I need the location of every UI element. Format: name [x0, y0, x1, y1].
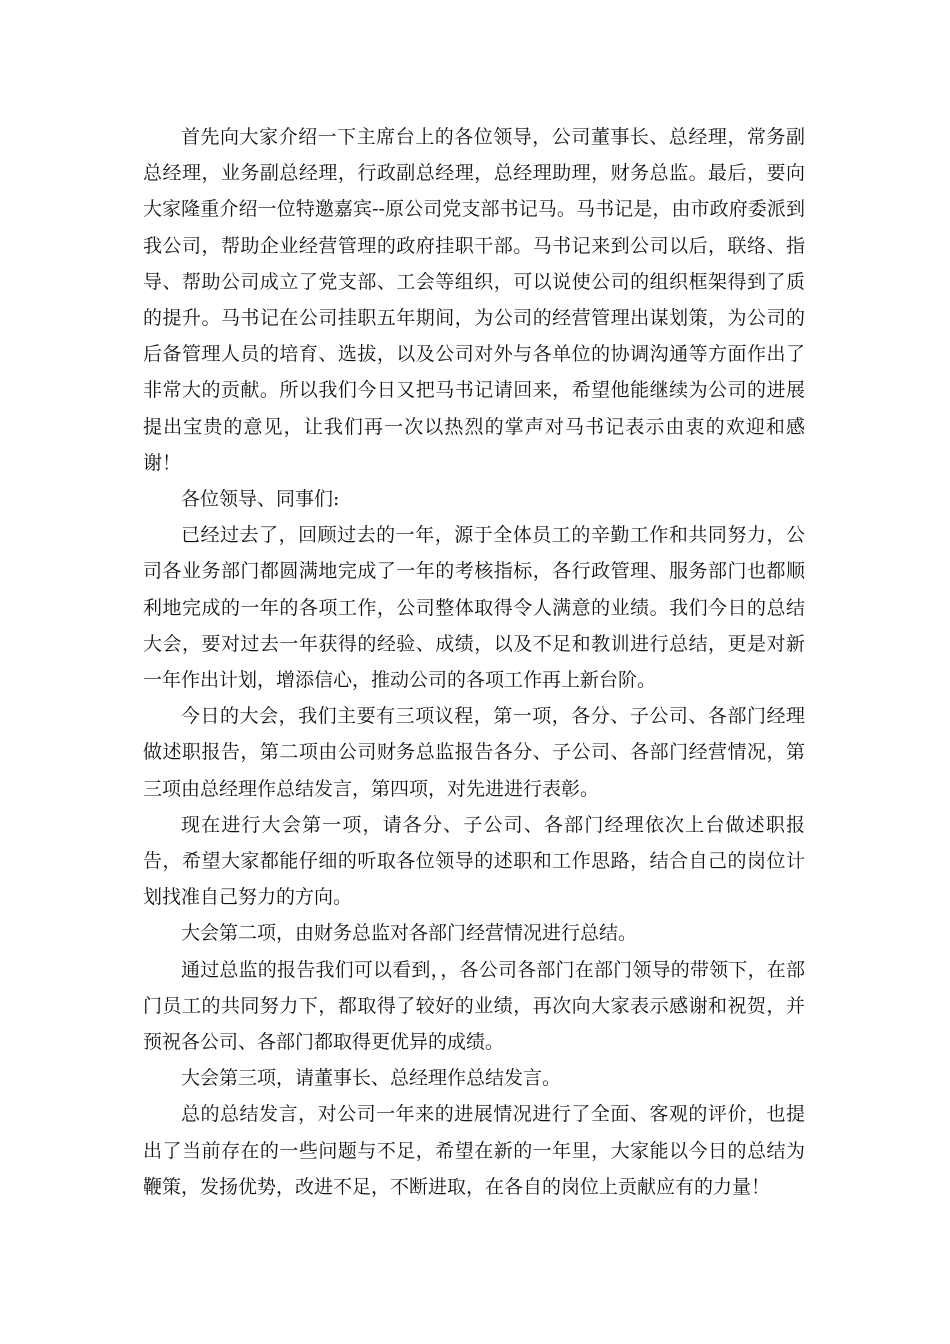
paragraph-intro-guests: 首先向大家介绍一下主席台上的各位领导，公司董事长、总经理，常务副总经理，业务副总经理，行政副总经理，总经理助理，财务总监。最后，要向大家隆重介绍一位特邀嘉宾--原公司党支部书记马。马书记是，由市政府委派到我公司，帮助企业经营管理的政府挂职干部。马书记来到公司以后，联络、指导、帮助公司成立了党支部、工会等组织，可以说使公司的组织框架得到了质的提升。马书记在公司挂职五年期间，为公司的经营管理出谋划策，为公司的后备管理人员的培育、选拔，以及公司对外与各单位的协调沟通等方面作出了非常大的贡献。所以我们今日又把马书记请回来，希望他能继续为公司的进展提出宝贵的意见，让我们再一次以热烈的掌声对马书记表示由衷的欢迎和感谢！: [143, 126, 805, 474]
paragraph-salutation: 各位领导、同事们:: [181, 488, 340, 511]
paragraph-item-three: 大会第三项，请董事长、总经理作总结发言。: [181, 1067, 562, 1090]
paragraph-closing: 总的总结发言，对公司一年来的进展情况进行了全面、客观的评价，也提出了当前存在的一些问题与不足，希望在新的一年里，大家能以今日的总结为鞭策，发扬优势，改进不足，不断进取，在各自的岗位上贡献应有的力量！: [143, 1103, 805, 1198]
paragraph-agenda: 今日的大会，我们主要有三项议程，第一项，各分、子公司、各部门经理做述职报告，第二项由公司财务总监报告各分、子公司、各部门经营情况，第三项由总经理作总结发言，第四项，对先进进行表彰。: [143, 705, 805, 800]
document-page: [143, 119, 805, 1205]
paragraph-cfo-report: 通过总监的报告我们可以看到，，各公司各部门在部门领导的带领下，在部门员工的共同努力下，都取得了较好的业绩，再次向大家表示感谢和祝贺，并预祝各公司、各部门都取得更优异的成绩。: [143, 958, 805, 1054]
paragraph-item-two: 大会第二项，由财务总监对各部门经营情况进行总结。: [181, 922, 638, 945]
paragraph-year-review: 已经过去了，回顾过去的一年，源于全体员工的辛勤工作和共同努力，公司各业务部门都圆满地完成了一年的考核指标，各行政管理、服务部门也都顺利地完成的一年的各项工作，公司整体取得令人满意的业绩。我们今日的总结大会，要对过去一年获得的经验、成绩，以及不足和教训进行总结，更是对新一年作出计划，增添信心，推动公司的各项工作再上新台阶。: [143, 524, 805, 692]
paragraph-item-one: 现在进行大会第一项，请各分、子公司、各部门经理依次上台做述职报告，希望大家都能仔细的听取各位领导的述职和工作思路，结合自己的岗位计划找准自己努力的方向。: [143, 813, 805, 909]
